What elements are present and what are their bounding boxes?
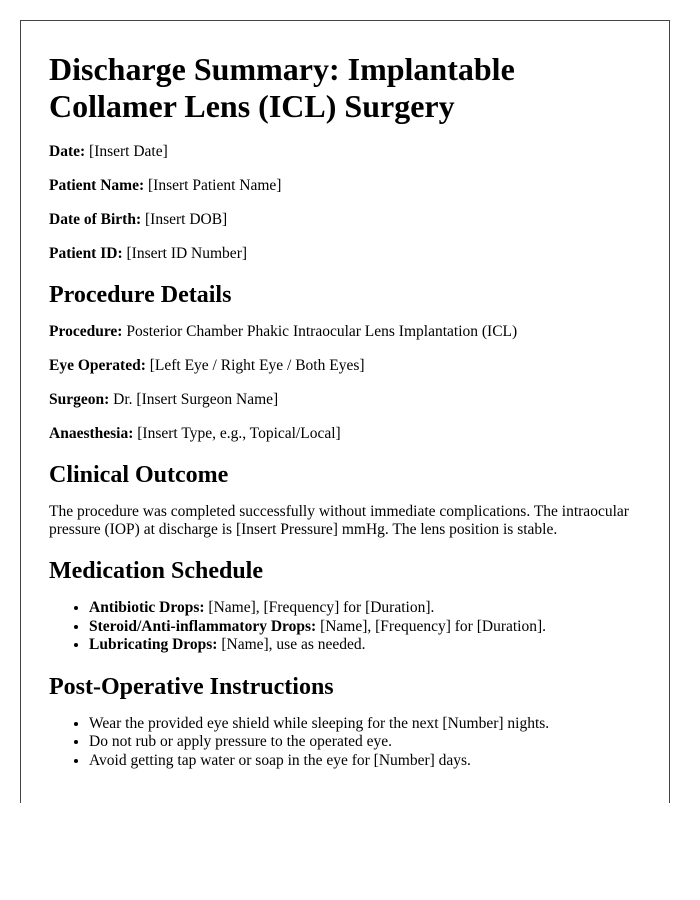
document-page bbox=[20, 20, 670, 803]
item-value: [Name], [Frequency] for [Duration]. bbox=[208, 599, 435, 616]
item-label: Eye Operated: bbox=[49, 357, 146, 374]
list-item bbox=[89, 636, 648, 655]
procedure-item bbox=[49, 357, 648, 375]
item-value: [Left Eye / Right Eye / Both Eyes] bbox=[149, 357, 365, 374]
instructions-list bbox=[49, 715, 648, 771]
list-item: • Avoid getting tap water or soap in the eye for [Number] days. bbox=[89, 752, 648, 771]
info-label: Date of Birth: bbox=[49, 211, 142, 228]
info-value: [Insert DOB] bbox=[145, 211, 228, 228]
document-title: Discharge Summary: Implantable Collamer Lens (ICL) Surgery bbox=[49, 51, 515, 124]
item-label: Antibiotic Drops: bbox=[89, 599, 205, 616]
item-value: Posterior Chamber Phakic Intraocular Lens Implantation (ICL) bbox=[126, 323, 518, 340]
item-value: [Name], use as needed. bbox=[221, 636, 366, 653]
info-label: Patient Name: bbox=[49, 177, 145, 194]
info-dob bbox=[49, 211, 648, 229]
info-label: Patient ID: bbox=[49, 245, 123, 262]
procedure-heading: Procedure Details bbox=[49, 282, 232, 308]
info-value: [Insert ID Number] bbox=[126, 245, 248, 262]
list-item bbox=[89, 618, 648, 637]
item-value: [Name], [Frequency] for [Duration]. bbox=[320, 617, 547, 635]
list-item: • Wear the provided eye shield while sleeping for the next [Number] nights. bbox=[89, 715, 648, 734]
medication-list bbox=[49, 599, 648, 655]
info-patient-id bbox=[49, 245, 648, 263]
procedure-item bbox=[49, 391, 648, 409]
item-value: Dr. [Insert Surgeon Name] bbox=[113, 391, 279, 408]
info-label: Date: bbox=[49, 143, 86, 160]
instructions-heading: Post-Operative Instructions bbox=[49, 673, 334, 700]
procedure-item bbox=[49, 323, 648, 341]
item-label: Lubricating Drops: bbox=[89, 636, 218, 653]
medication-heading: Medication Schedule bbox=[49, 558, 263, 584]
info-date bbox=[49, 143, 648, 161]
item-label: Procedure: bbox=[49, 323, 123, 340]
info-value: [Insert Date] bbox=[89, 143, 168, 160]
outcome-heading: Clinical Outcome bbox=[49, 462, 229, 488]
item-value: [Insert Type, e.g., Topical/Local] bbox=[137, 425, 341, 442]
list-item: • Do not rub or apply pressure to the operated eye. bbox=[89, 733, 648, 752]
info-patient-name bbox=[49, 177, 648, 195]
list-item bbox=[89, 599, 648, 618]
item-label: Anaesthesia: bbox=[49, 425, 134, 442]
outcome-text: The procedure was completed successfully without immediate complications. The intraocular pressure (IOP) at discharge is [Insert Pressure] mmHg. The lens position is stable. bbox=[49, 503, 629, 538]
procedure-item bbox=[49, 425, 648, 443]
item-label: Steroid/Anti-inflammatory Drops: bbox=[89, 617, 317, 635]
info-value: [Insert Patient Name] bbox=[148, 177, 282, 194]
item-label: Surgeon: bbox=[49, 391, 110, 408]
